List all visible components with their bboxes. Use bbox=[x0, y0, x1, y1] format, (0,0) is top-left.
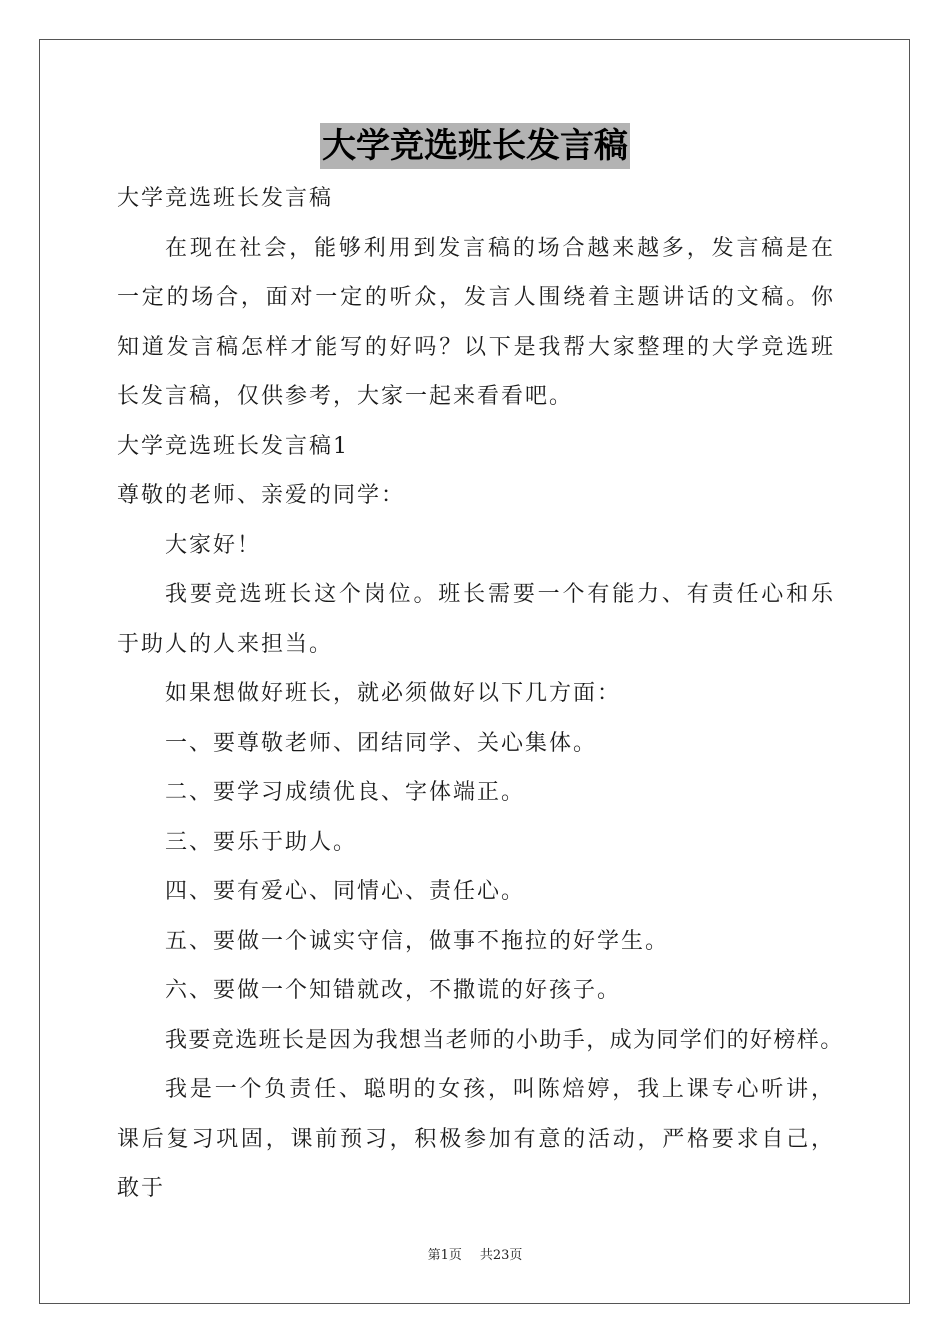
page-total: 共23页 bbox=[479, 1248, 523, 1263]
paragraph-greeting: 大家好！ bbox=[165, 532, 262, 558]
document-body bbox=[117, 174, 844, 1214]
paragraph-heading: 大学竞选班长发言稿 bbox=[117, 186, 334, 211]
list-item-5: 五、要做一个诚实守信，做事不拖拉的好学生。 bbox=[165, 928, 670, 954]
paragraph-list-intro: 如果想做好班长，就必须做好以下几方面： bbox=[165, 681, 622, 706]
paragraph-salutation: 尊敬的老师、亲爱的同学： bbox=[117, 483, 406, 508]
document-title: 大学竞选班长发言稿 bbox=[320, 123, 630, 169]
page-footer bbox=[0, 1246, 950, 1266]
title-container bbox=[0, 123, 950, 169]
paragraph-reason: 我要竞选班长是因为我想当老师的小助手，成为同学们的好榜样。 bbox=[165, 1027, 844, 1053]
list-item-2: 二、要学习成绩优良、字体端正。 bbox=[165, 780, 526, 805]
paragraph-self-intro: 我是一个负责任、聪明的女孩，叫陈焙婷，我上课专心听讲，课后复习巩固，课前预习，积极参加有意的活动，严格要求自己，敢于 bbox=[117, 1077, 835, 1201]
list-item-3: 三、要乐于助人。 bbox=[165, 829, 358, 855]
paragraph-intro: 在现在社会，能够利用到发言稿的场合越来越多，发言稿是在一定的场合，面对一定的听众，发言人围绕着主题讲话的文稿。你知道发言稿怎样才能写的好吗？以下是我帮大家整理的大学竞选班长发言稿，仅供参考，大家一起来看看吧。 bbox=[117, 235, 835, 409]
paragraph-role: 我要竞选班长这个岗位。班长需要一个有能力、有责任心和乐于助人的人来担当。 bbox=[117, 582, 835, 657]
paragraph-section-title: 大学竞选班长发言稿1 bbox=[117, 433, 349, 459]
list-item-6: 六、要做一个知错就改，不撒谎的好孩子。 bbox=[165, 978, 622, 1003]
list-item-1: 一、要尊敬老师、团结同学、关心集体。 bbox=[165, 730, 598, 756]
list-item-4: 四、要有爱心、同情心、责任心。 bbox=[165, 879, 526, 904]
page-number: 第1页 bbox=[427, 1248, 462, 1263]
